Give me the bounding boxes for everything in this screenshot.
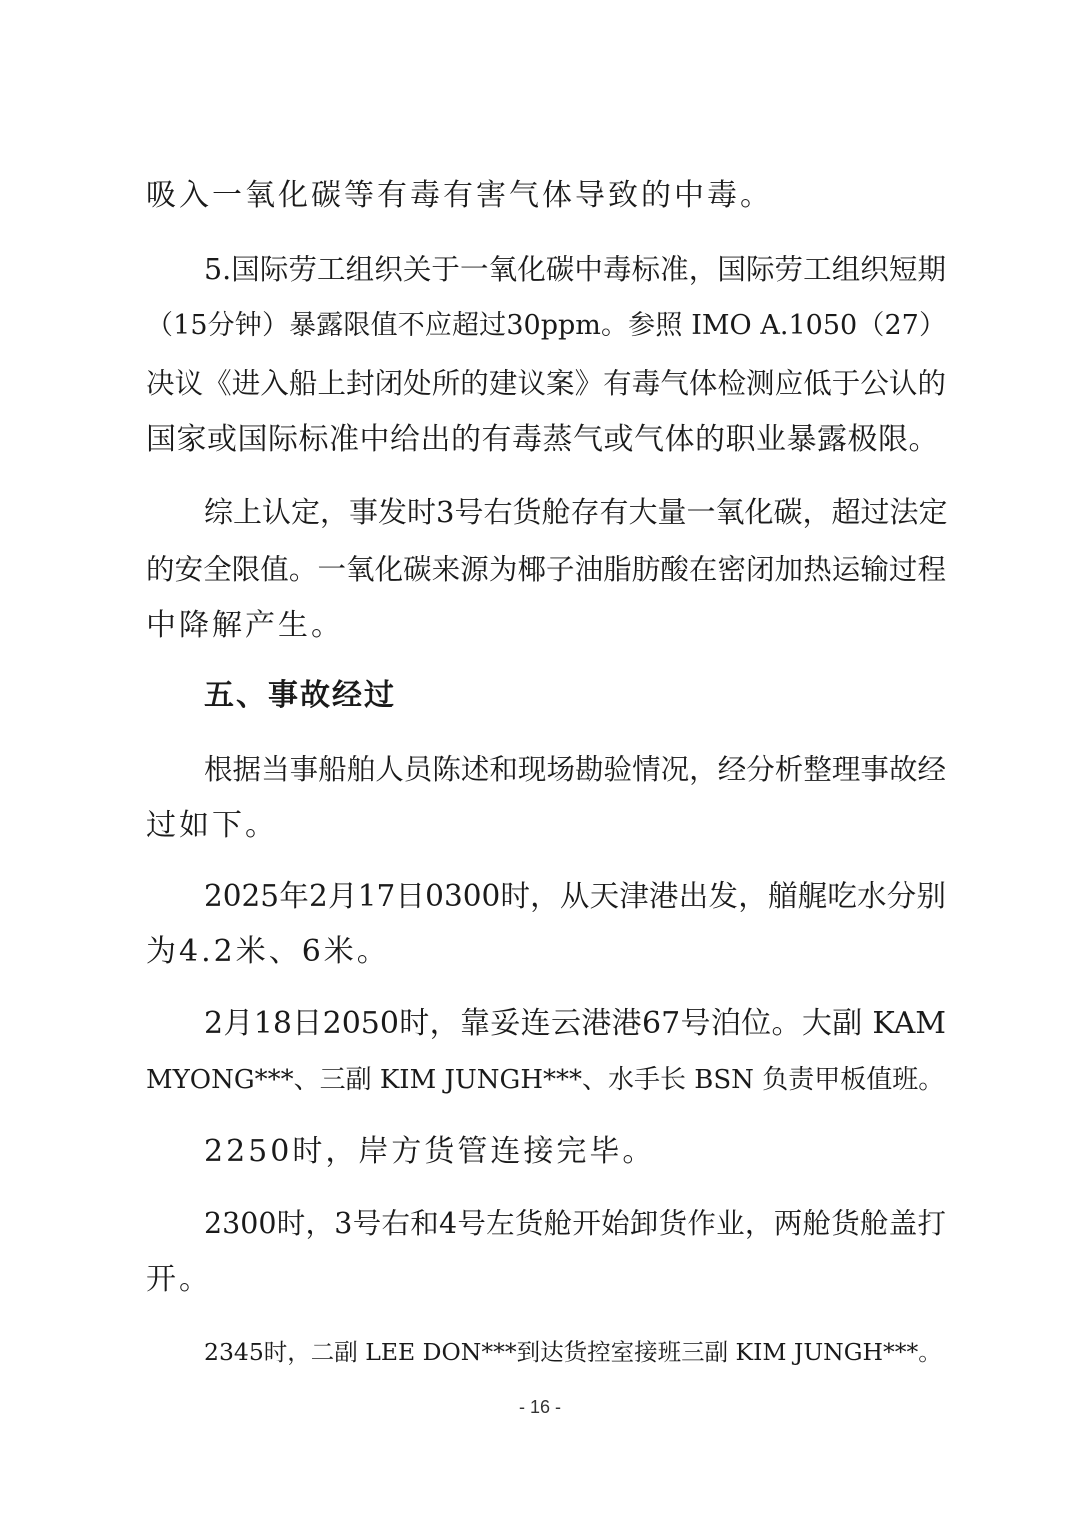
body-text-line: （15分钟）暴露限值不应超过30ppm。参照 IMO A.1050（27） (146, 310, 946, 341)
body-text-line: MYONG***、三副 KIM JUNGH***、水手长 BSN 负责甲板值班。 (146, 1065, 945, 1095)
body-text-line: 根据当事船舶人员陈述和现场勘验情况，经分析整理事故经 (204, 753, 946, 786)
section-heading: 五、事故经过 (204, 678, 396, 713)
body-text-line: 的安全限值。一氧化碳来源为椰子油脂肪酸在密闭加热运输过程 (146, 553, 946, 586)
body-text-line: 过如下。 (146, 808, 278, 843)
body-text-line: 综上认定，事发时3号右货舱存有大量一氧化碳，超过法定 (204, 495, 948, 529)
body-text-line: 2250时，岸方货管连接完毕。 (204, 1134, 656, 1169)
body-text-line: 中降解产生。 (146, 608, 344, 643)
body-text-line: 为4.2米、6米。 (146, 934, 390, 969)
page-number: - 16 - (518, 1397, 561, 1417)
body-text-line: 2月18日2050时，靠妥连云港港67号泊位。大副 KAM (204, 1006, 946, 1041)
body-text-line: 开。 (146, 1262, 212, 1297)
body-text-line: 2345时，二副 LEE DON***到达货控室接班三副 KIM JUNGH***。 (204, 1338, 942, 1366)
body-text-line: 5.国际劳工组织关于一氧化碳中毒标准，国际劳工组织短期 (204, 253, 946, 286)
body-text-line: 吸入一氧化碳等有毒有害气体导致的中毒。 (146, 178, 773, 213)
body-text-line: 2025年2月17日0300时，从天津港出发，艏艉吃水分别 (204, 879, 946, 913)
body-text-line: 2300时，3号右和4号左货舱开始卸货作业，两舱货舱盖打 (204, 1207, 946, 1240)
body-text-line: 决议《进入船上封闭处所的建议案》有毒气体检测应低于公认的 (146, 367, 946, 400)
body-text-line: 国家或国际标准中给出的有毒蒸气或气体的职业暴露极限。 (146, 422, 939, 457)
